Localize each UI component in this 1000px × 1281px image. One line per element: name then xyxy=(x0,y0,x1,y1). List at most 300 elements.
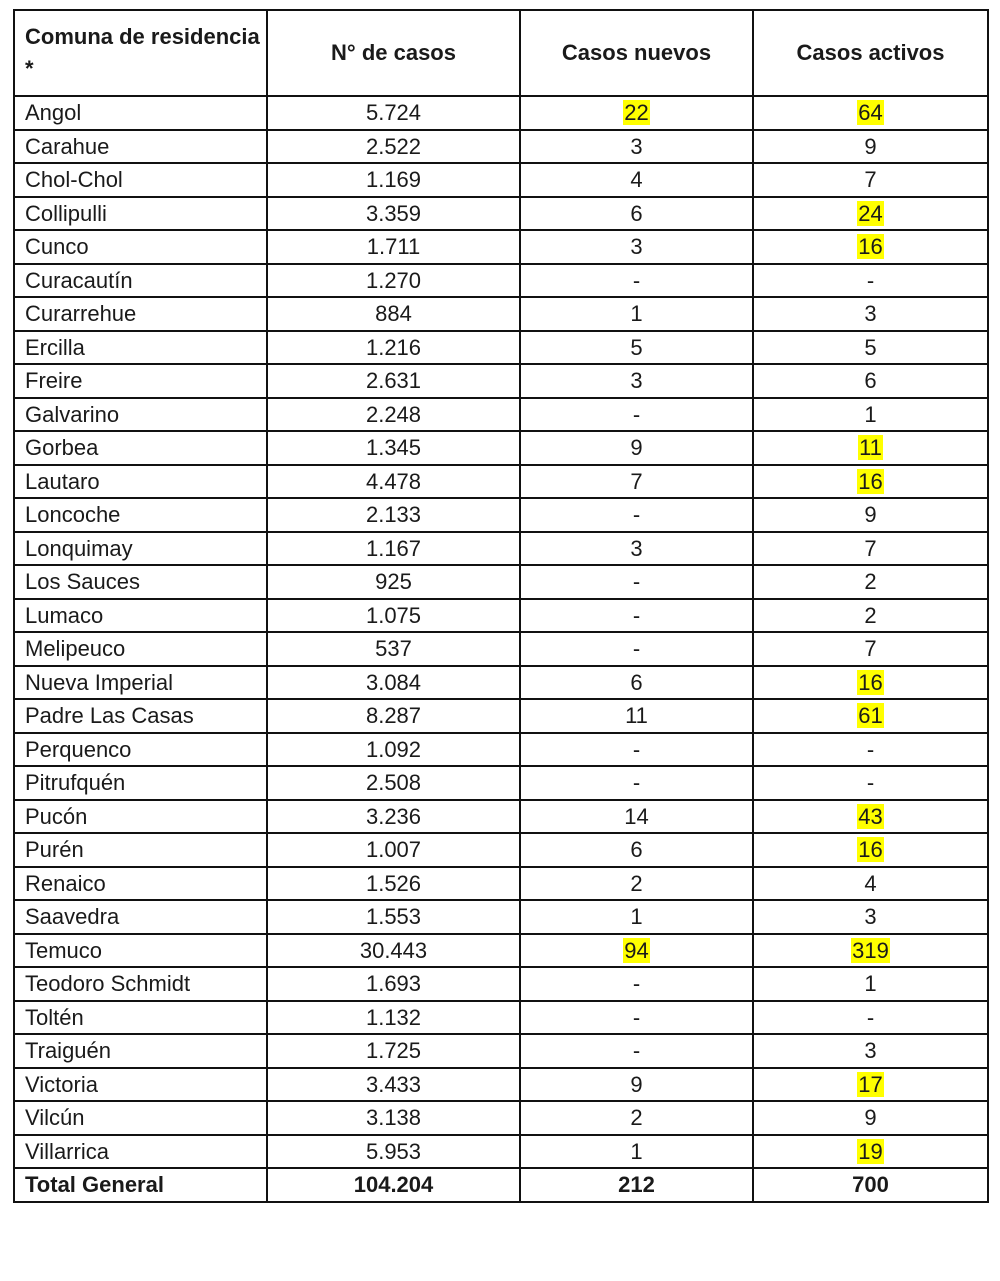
cell-comuna xyxy=(14,331,267,365)
cell-value: - xyxy=(632,736,641,762)
cell-value: 3.138 xyxy=(365,1105,422,1131)
cell-comuna xyxy=(14,398,267,432)
cell-value: 1.345 xyxy=(365,435,422,461)
cell-value: 3 xyxy=(864,1038,877,1064)
cell-value: 14 xyxy=(624,803,649,829)
cell-nuevos xyxy=(520,733,753,767)
cell-activos xyxy=(753,498,988,532)
cell-value: Renaico xyxy=(25,870,106,896)
cell-casos xyxy=(267,666,520,700)
cell-activos xyxy=(753,1001,988,1035)
cell-value: 1.711 xyxy=(366,234,421,260)
cell-value: 1 xyxy=(630,904,643,930)
cell-casos xyxy=(267,431,520,465)
cell-value: Lumaco xyxy=(25,602,104,628)
cell-value: 4 xyxy=(864,870,877,896)
cell-comuna xyxy=(14,1068,267,1102)
cell-casos xyxy=(267,197,520,231)
cell-value: 7 xyxy=(864,167,877,193)
cell-nuevos xyxy=(520,833,753,867)
cell-value: 7 xyxy=(630,468,643,494)
cell-activos xyxy=(753,1068,988,1102)
cell-casos xyxy=(267,833,520,867)
cell-casos xyxy=(267,934,520,968)
cell-casos xyxy=(267,967,520,1001)
cell-value: Traiguén xyxy=(25,1038,112,1064)
cell-casos xyxy=(267,498,520,532)
cell-comuna xyxy=(14,699,267,733)
cell-nuevos xyxy=(520,565,753,599)
highlighted-value: 16 xyxy=(858,669,883,695)
cell-value: 11 xyxy=(625,703,648,729)
cell-value: - xyxy=(632,569,641,595)
cell-comuna xyxy=(14,230,267,264)
cell-value: 1.270 xyxy=(365,267,422,293)
cell-activos xyxy=(753,699,988,733)
cell-nuevos xyxy=(520,264,753,298)
cell-comuna xyxy=(14,800,267,834)
cell-comuna xyxy=(14,532,267,566)
cell-value: 1 xyxy=(630,1138,643,1164)
cell-value: - xyxy=(866,770,875,796)
cell-comuna xyxy=(14,766,267,800)
cell-value: 3.359 xyxy=(365,200,422,226)
cell-value: 9 xyxy=(630,1071,643,1097)
cell-activos xyxy=(753,197,988,231)
cell-activos xyxy=(753,96,988,130)
cell-activos xyxy=(753,364,988,398)
cell-value: Saavedra xyxy=(25,904,120,930)
cell-value: Victoria xyxy=(25,1071,98,1097)
highlighted-value: 22 xyxy=(624,100,649,126)
cell-value: 2 xyxy=(630,870,643,896)
cell-value: - xyxy=(866,736,875,762)
cell-activos xyxy=(753,1034,988,1068)
cell-value: 1.216 xyxy=(365,334,422,360)
cell-value: Freire xyxy=(25,368,83,394)
cell-nuevos xyxy=(520,96,753,130)
cell-value: Padre Las Casas xyxy=(25,703,194,729)
cell-activos xyxy=(753,1135,988,1169)
cell-comuna xyxy=(14,666,267,700)
cell-casos xyxy=(267,264,520,298)
table-row xyxy=(14,230,988,264)
highlighted-value: 19 xyxy=(858,1138,883,1164)
cell-value: 4.478 xyxy=(365,468,422,494)
cell-activos xyxy=(753,666,988,700)
table-row xyxy=(14,163,988,197)
cell-comuna xyxy=(14,297,267,331)
cell-value: Perquenco xyxy=(25,736,132,762)
cell-value: 30.443 xyxy=(359,937,428,963)
cell-comuna xyxy=(14,465,267,499)
cell-value: Lonquimay xyxy=(25,535,133,561)
highlighted-value: 16 xyxy=(858,837,883,863)
cell-nuevos xyxy=(520,398,753,432)
header-comuna: Comuna de residencia * xyxy=(14,10,267,96)
cell-value: Toltén xyxy=(25,1004,84,1030)
table-row xyxy=(14,632,988,666)
header-row xyxy=(14,10,988,96)
cell-casos xyxy=(267,1001,520,1035)
table-row xyxy=(14,934,988,968)
cell-casos xyxy=(267,867,520,901)
table-row xyxy=(14,331,988,365)
cell-value: 9 xyxy=(630,435,643,461)
header-activos: Casos activos xyxy=(753,10,988,96)
table-row xyxy=(14,1068,988,1102)
highlighted-value: 16 xyxy=(858,234,883,260)
total-activos: 700 xyxy=(753,1168,988,1202)
cell-value: Pitrufquén xyxy=(25,770,126,796)
cell-activos xyxy=(753,733,988,767)
cell-value: 1.075 xyxy=(365,602,422,628)
cell-value: Carahue xyxy=(25,133,110,159)
cell-comuna xyxy=(14,364,267,398)
cell-casos xyxy=(267,96,520,130)
cell-value: 1.553 xyxy=(365,904,422,930)
cell-value: Purén xyxy=(25,837,84,863)
table-row xyxy=(14,800,988,834)
cell-value: - xyxy=(866,1004,875,1030)
cell-activos xyxy=(753,130,988,164)
cell-value: 2.508 xyxy=(365,770,422,796)
cell-activos xyxy=(753,431,988,465)
table-row xyxy=(14,297,988,331)
cell-value: Gorbea xyxy=(25,435,99,461)
cell-value: - xyxy=(632,636,641,662)
cell-value: Curacautín xyxy=(25,267,133,293)
table-row xyxy=(14,900,988,934)
cell-value: 7 xyxy=(864,535,877,561)
cell-nuevos xyxy=(520,1001,753,1035)
cell-activos xyxy=(753,230,988,264)
cell-value: 1.725 xyxy=(365,1038,422,1064)
table-row xyxy=(14,867,988,901)
cell-value: 9 xyxy=(864,502,877,528)
cell-casos xyxy=(267,599,520,633)
cell-value: - xyxy=(632,1038,641,1064)
cell-casos xyxy=(267,1135,520,1169)
cell-casos xyxy=(267,130,520,164)
table-row xyxy=(14,130,988,164)
cell-casos xyxy=(267,331,520,365)
highlighted-value: 319 xyxy=(852,937,889,963)
cell-value: 1 xyxy=(630,301,643,327)
cell-value: Collipulli xyxy=(25,200,107,226)
cell-nuevos xyxy=(520,297,753,331)
cell-nuevos xyxy=(520,197,753,231)
cell-nuevos xyxy=(520,498,753,532)
cell-value: - xyxy=(632,770,641,796)
cell-comuna xyxy=(14,96,267,130)
cell-value: - xyxy=(632,401,641,427)
cell-comuna xyxy=(14,1135,267,1169)
cell-value: 2.631 xyxy=(365,368,422,394)
highlighted-value: 94 xyxy=(624,937,649,963)
cell-comuna xyxy=(14,833,267,867)
cell-comuna xyxy=(14,130,267,164)
cell-activos xyxy=(753,632,988,666)
cell-value: 1.167 xyxy=(365,535,422,561)
cell-nuevos xyxy=(520,699,753,733)
cell-comuna xyxy=(14,733,267,767)
cell-nuevos xyxy=(520,331,753,365)
cell-value: 2.522 xyxy=(365,133,422,159)
cell-nuevos xyxy=(520,465,753,499)
cell-comuna xyxy=(14,1101,267,1135)
table-row xyxy=(14,565,988,599)
table-row xyxy=(14,1034,988,1068)
cell-value: 1.132 xyxy=(365,1004,422,1030)
table-row xyxy=(14,197,988,231)
table-row xyxy=(14,699,988,733)
cell-value: 3.433 xyxy=(365,1071,422,1097)
cell-value: Curarrehue xyxy=(25,301,137,327)
cell-activos xyxy=(753,967,988,1001)
table-row xyxy=(14,264,988,298)
cell-comuna xyxy=(14,1034,267,1068)
cell-casos xyxy=(267,1034,520,1068)
cell-nuevos xyxy=(520,900,753,934)
cell-value: 1 xyxy=(864,401,877,427)
cell-casos xyxy=(267,364,520,398)
document-page xyxy=(13,9,989,1203)
cell-value: 1.092 xyxy=(365,736,422,762)
cell-value: 2 xyxy=(864,569,877,595)
table-row xyxy=(14,498,988,532)
table-row xyxy=(14,1001,988,1035)
cell-casos xyxy=(267,733,520,767)
cell-comuna xyxy=(14,264,267,298)
cell-casos xyxy=(267,1101,520,1135)
cell-casos xyxy=(267,800,520,834)
cell-value: 1.169 xyxy=(365,167,422,193)
cell-value: 3.084 xyxy=(365,669,422,695)
cell-casos xyxy=(267,532,520,566)
cell-value: 1.693 xyxy=(365,971,422,997)
cell-comuna xyxy=(14,934,267,968)
cell-activos xyxy=(753,565,988,599)
cell-value: Teodoro Schmidt xyxy=(25,971,191,997)
cell-nuevos xyxy=(520,364,753,398)
highlighted-value: 64 xyxy=(858,100,883,126)
highlighted-value: 43 xyxy=(858,803,883,829)
cell-value: Pucón xyxy=(25,803,88,829)
cell-value: 6 xyxy=(630,200,643,226)
cell-value: Angol xyxy=(25,100,82,126)
table-row xyxy=(14,833,988,867)
cell-casos xyxy=(267,565,520,599)
cell-value: 2.133 xyxy=(365,502,422,528)
cell-value: 5 xyxy=(630,334,643,360)
cell-activos xyxy=(753,398,988,432)
cell-casos xyxy=(267,900,520,934)
cell-value: 3.236 xyxy=(365,803,422,829)
cell-activos xyxy=(753,163,988,197)
cell-value: 6 xyxy=(864,368,877,394)
cell-comuna xyxy=(14,900,267,934)
cell-value: Loncoche xyxy=(25,502,121,528)
cell-value: 9 xyxy=(864,133,877,159)
cell-casos xyxy=(267,230,520,264)
cell-nuevos xyxy=(520,867,753,901)
cell-activos xyxy=(753,833,988,867)
highlighted-value: 24 xyxy=(858,200,883,226)
table-row xyxy=(14,532,988,566)
highlighted-value: 11 xyxy=(859,435,882,461)
cell-comuna xyxy=(14,599,267,633)
table-row xyxy=(14,431,988,465)
cell-value: 9 xyxy=(864,1105,877,1131)
cell-comuna xyxy=(14,498,267,532)
cell-value: 3 xyxy=(864,904,877,930)
cell-value: 6 xyxy=(630,837,643,863)
cell-nuevos xyxy=(520,431,753,465)
cell-nuevos xyxy=(520,766,753,800)
cell-nuevos xyxy=(520,967,753,1001)
cell-nuevos xyxy=(520,163,753,197)
table-row xyxy=(14,1135,988,1169)
cell-value: Los Sauces xyxy=(25,569,140,595)
cell-casos xyxy=(267,766,520,800)
cell-comuna xyxy=(14,867,267,901)
total-casos: 104.204 xyxy=(267,1168,520,1202)
table-row xyxy=(14,96,988,130)
cell-comuna xyxy=(14,632,267,666)
cell-comuna xyxy=(14,163,267,197)
cell-value: 5.724 xyxy=(365,100,422,126)
cell-value: 2 xyxy=(630,1105,643,1131)
cell-value: Galvarino xyxy=(25,401,120,427)
cell-comuna xyxy=(14,967,267,1001)
cell-nuevos xyxy=(520,230,753,264)
cell-value: - xyxy=(632,1004,641,1030)
highlighted-value: 17 xyxy=(858,1071,883,1097)
table-row xyxy=(14,398,988,432)
table-row xyxy=(14,733,988,767)
cell-value: - xyxy=(866,267,875,293)
cell-value: 1 xyxy=(864,971,877,997)
table-row xyxy=(14,599,988,633)
cell-value: 6 xyxy=(630,669,643,695)
cell-activos xyxy=(753,465,988,499)
cell-value: 2.248 xyxy=(365,401,422,427)
cell-casos xyxy=(267,1068,520,1102)
cell-value: - xyxy=(632,502,641,528)
cell-value: Temuco xyxy=(25,937,103,963)
total-label: Total General xyxy=(14,1168,267,1202)
cell-value: - xyxy=(632,602,641,628)
cell-value: 925 xyxy=(375,569,412,595)
cell-value: Villarrica xyxy=(25,1138,109,1164)
cell-activos xyxy=(753,867,988,901)
cell-value: - xyxy=(632,267,641,293)
cell-value: Cunco xyxy=(25,234,89,260)
cell-comuna xyxy=(14,565,267,599)
cell-nuevos xyxy=(520,934,753,968)
cell-value: 537 xyxy=(375,636,412,662)
cell-nuevos xyxy=(520,130,753,164)
total-nuevos: 212 xyxy=(520,1168,753,1202)
cell-value: Melipeuco xyxy=(25,636,126,662)
cell-value: 884 xyxy=(375,301,412,327)
table-row xyxy=(14,364,988,398)
cell-value: Lautaro xyxy=(25,468,100,494)
table-row xyxy=(14,967,988,1001)
total-row xyxy=(14,1168,988,1202)
cell-value: 7 xyxy=(864,636,877,662)
cell-casos xyxy=(267,398,520,432)
cell-value: 1.526 xyxy=(365,870,422,896)
cell-nuevos xyxy=(520,599,753,633)
cell-value: 4 xyxy=(630,167,643,193)
cell-activos xyxy=(753,297,988,331)
cell-nuevos xyxy=(520,1101,753,1135)
cell-value: - xyxy=(632,971,641,997)
cell-value: Chol-Chol xyxy=(25,167,123,193)
cell-value: Vilcún xyxy=(25,1105,85,1131)
cell-value: 3 xyxy=(630,234,643,260)
cell-activos xyxy=(753,264,988,298)
cell-nuevos xyxy=(520,1034,753,1068)
cell-activos xyxy=(753,766,988,800)
cell-casos xyxy=(267,699,520,733)
cell-activos xyxy=(753,934,988,968)
cell-nuevos xyxy=(520,1068,753,1102)
cell-activos xyxy=(753,532,988,566)
header-casos: N° de casos xyxy=(267,10,520,96)
cell-nuevos xyxy=(520,666,753,700)
table-row xyxy=(14,766,988,800)
cell-activos xyxy=(753,900,988,934)
cell-value: 3 xyxy=(630,368,643,394)
cell-activos xyxy=(753,800,988,834)
header-nuevos: Casos nuevos xyxy=(520,10,753,96)
table-row xyxy=(14,465,988,499)
cell-value: 5.953 xyxy=(365,1138,422,1164)
cell-value: 5 xyxy=(864,334,877,360)
cell-value: 3 xyxy=(864,301,877,327)
table-body xyxy=(14,96,988,1168)
highlighted-value: 16 xyxy=(858,468,883,494)
cell-nuevos xyxy=(520,800,753,834)
cell-activos xyxy=(753,331,988,365)
cell-casos xyxy=(267,297,520,331)
cell-value: 3 xyxy=(630,535,643,561)
cell-value: 8.287 xyxy=(365,703,422,729)
cell-value: 2 xyxy=(864,602,877,628)
cell-casos xyxy=(267,163,520,197)
table-row xyxy=(14,1101,988,1135)
cell-nuevos xyxy=(520,532,753,566)
cell-value: 3 xyxy=(630,133,643,159)
table-row xyxy=(14,666,988,700)
cell-nuevos xyxy=(520,632,753,666)
highlighted-value: 61 xyxy=(858,703,883,729)
cell-activos xyxy=(753,1101,988,1135)
cell-casos xyxy=(267,465,520,499)
cell-casos xyxy=(267,632,520,666)
cell-value: 1.007 xyxy=(365,837,422,863)
cell-comuna xyxy=(14,197,267,231)
cell-value: Nueva Imperial xyxy=(25,669,173,695)
cell-comuna xyxy=(14,1001,267,1035)
cell-activos xyxy=(753,599,988,633)
cases-by-commune-table xyxy=(13,9,989,1203)
cell-nuevos xyxy=(520,1135,753,1169)
cell-value: Ercilla xyxy=(25,334,85,360)
